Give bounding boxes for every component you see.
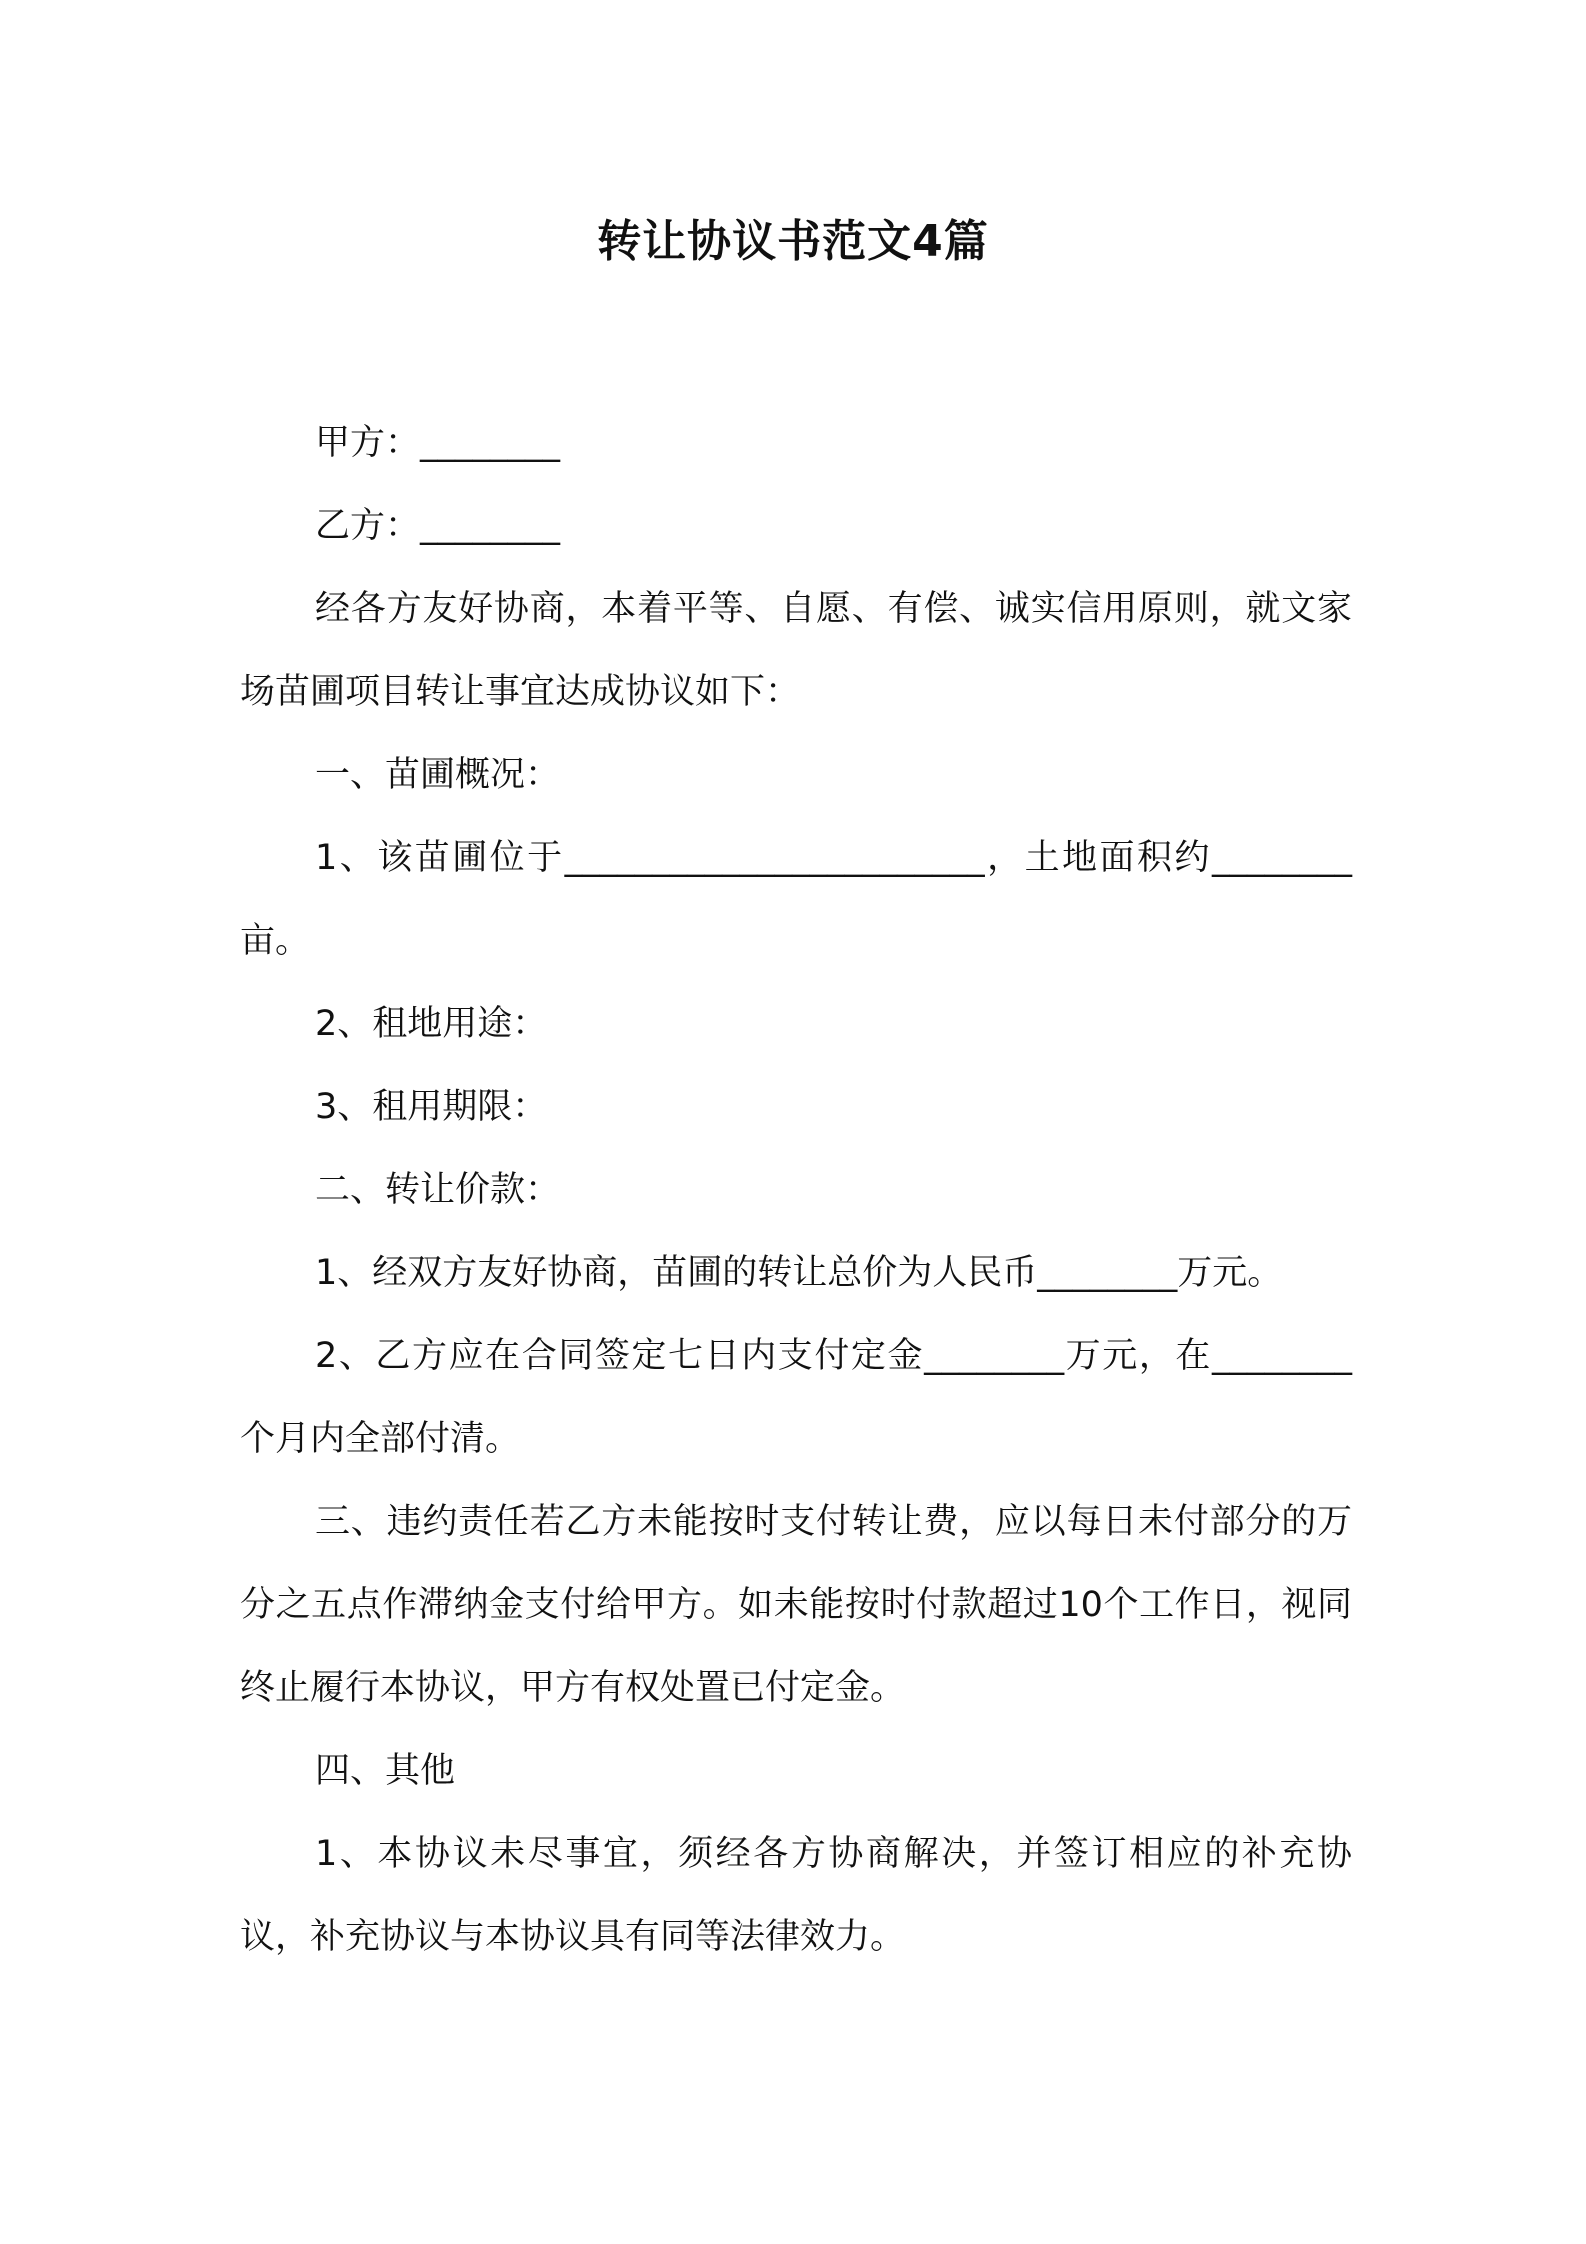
section-1-item-3: 3、租用期限： (315, 1087, 548, 1127)
section-4-heading: 四、其他 (315, 1751, 456, 1791)
section-4-item-1: 1、本协议未尽事宜，须经各方协商解决，并签订相应的补充协议，补充协议与本协议具有同等法律效力。 (240, 1834, 1352, 1957)
party-a-line: 甲方：________ (315, 423, 561, 463)
section-2-heading: 二、转让价款： (315, 1170, 561, 1210)
document-body (240, 402, 1352, 1979)
document-title: 转让协议书范文4篇 (597, 216, 989, 267)
section-1-item-1: 1、该苗圃位于________________________，土地面积约________亩。 (240, 838, 1352, 961)
preamble-paragraph: 经各方友好协商，本着平等、自愿、有偿、诚实信用原则，就文家场苗圃项目转让事宜达成协议如下： (240, 589, 1352, 712)
section-2-item-2: 2、乙方应在合同签定七日内支付定金________万元，在________个月内全部付清。 (240, 1336, 1352, 1459)
section-2-item-1: 1、经双方友好协商，苗圃的转让总价为人民币________万元。 (315, 1253, 1283, 1293)
section-1-item-2: 2、租地用途： (315, 1004, 548, 1044)
party-b-line: 乙方：________ (315, 506, 561, 546)
section-1-heading: 一、苗圃概况： (315, 755, 561, 795)
section-3-paragraph: 三、违约责任若乙方未能按时支付转让费，应以每日未付部分的万分之五点作滞纳金支付给甲方。如未能按时付款超过10个工作日，视同终止履行本协议，甲方有权处置已付定金。 (240, 1502, 1352, 1708)
